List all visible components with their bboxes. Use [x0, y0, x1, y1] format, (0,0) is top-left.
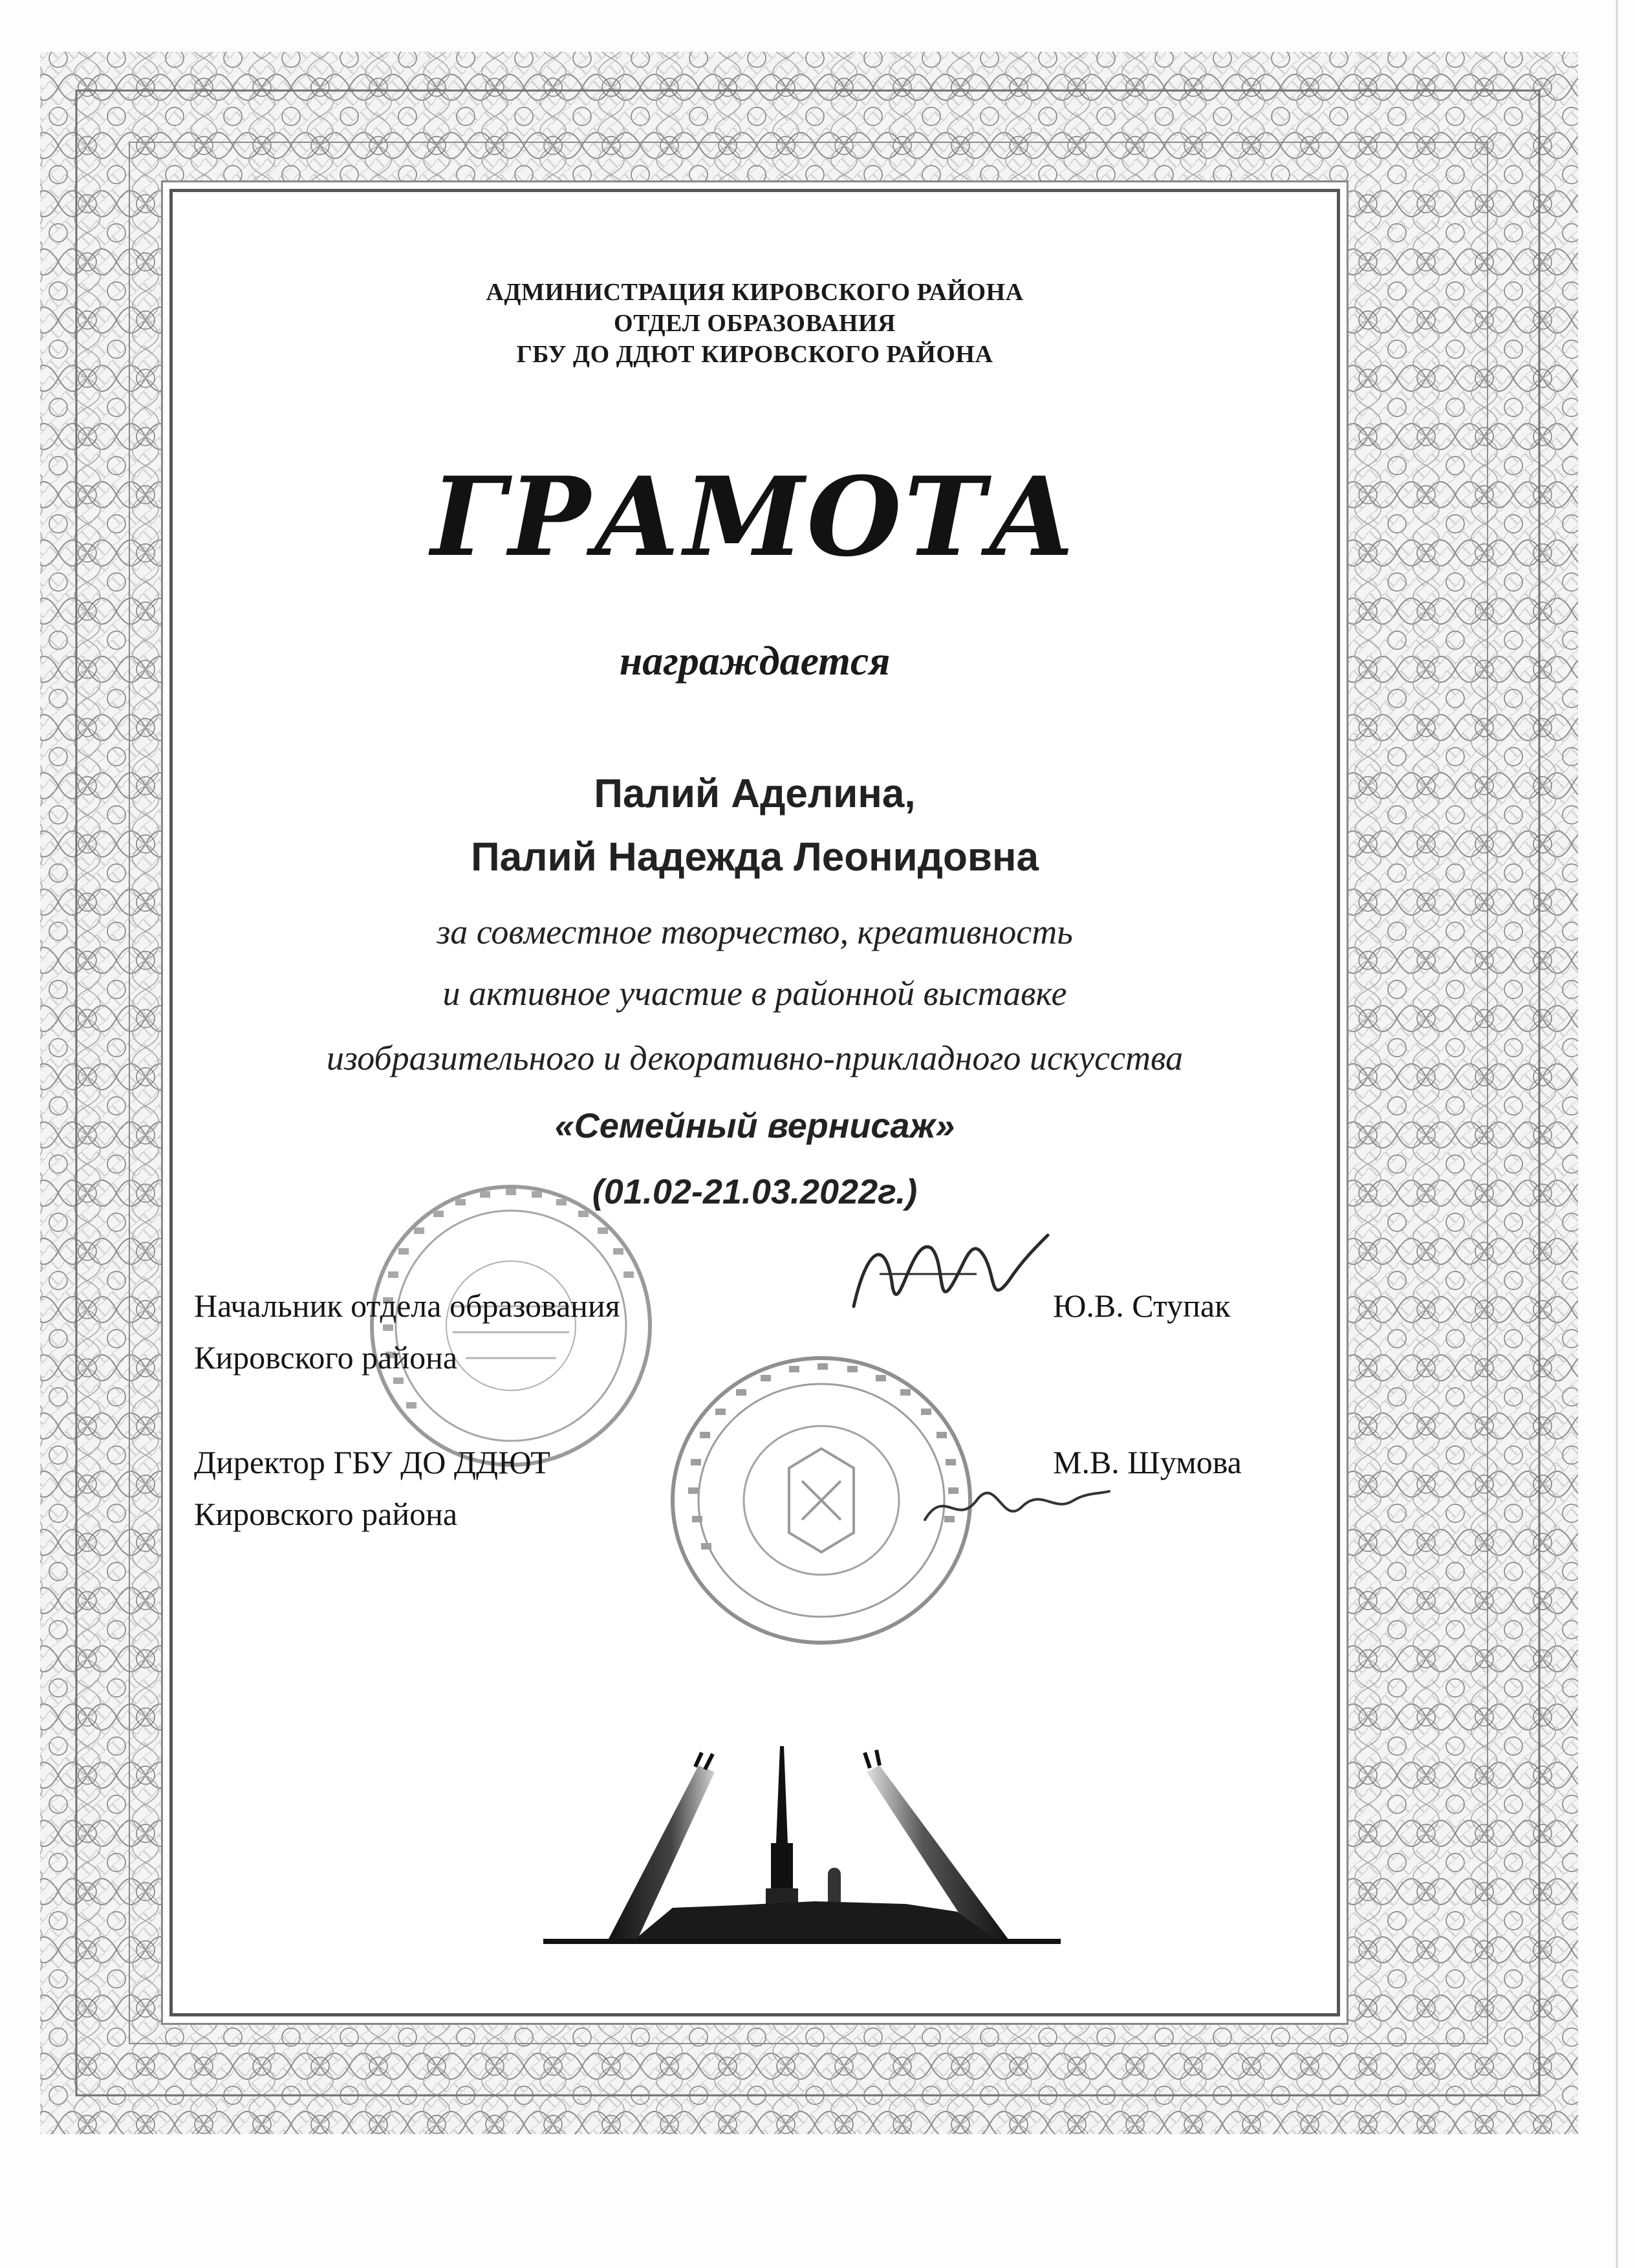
header-department: ОТДЕЛ ОБРАЗОВАНИЯ [614, 310, 896, 337]
recipient-name-2: Палий Надежда Леонидовна [471, 835, 1039, 880]
reason-line-1: за совместное творчество, креативность [437, 913, 1073, 951]
drawbridge-silhouette-image [543, 1746, 1061, 1960]
reason-line-2: и активное участие в районной выставке [442, 974, 1067, 1013]
signatory-1-position: Начальник отдела образования [194, 1288, 620, 1324]
awarded-text: награждается [619, 638, 891, 684]
signature-1 [841, 1209, 1054, 1339]
header-administration: АДМИНИСТРАЦИЯ КИРОВСКОГО РАЙОНА [486, 279, 1024, 306]
signatory-1-name: Ю.В. Ступак [1053, 1288, 1231, 1324]
exhibition-dates: (01.02-21.03.2022г.) [592, 1172, 918, 1211]
certificate-title: ГРАМОТА [431, 453, 1079, 581]
signatory-1-district: Кировского района [194, 1339, 458, 1376]
signatory-2-position: Директор ГБУ ДО ДДЮТ [194, 1444, 550, 1480]
signatory-2-district: Кировского района [194, 1496, 458, 1532]
reason-line-3: изобразительного и декоративно-прикладного искусства [326, 1039, 1184, 1077]
header-institution: ГБУ ДО ДДЮТ КИРОВСКОГО РАЙОНА [516, 341, 993, 368]
recipient-name-1: Палий Аделина, [594, 772, 916, 816]
exhibition-name: «Семейный вернисаж» [554, 1107, 955, 1145]
official-stamp-1 [362, 1177, 660, 1474]
signatory-2-name: М.В. Шумова [1053, 1444, 1242, 1480]
